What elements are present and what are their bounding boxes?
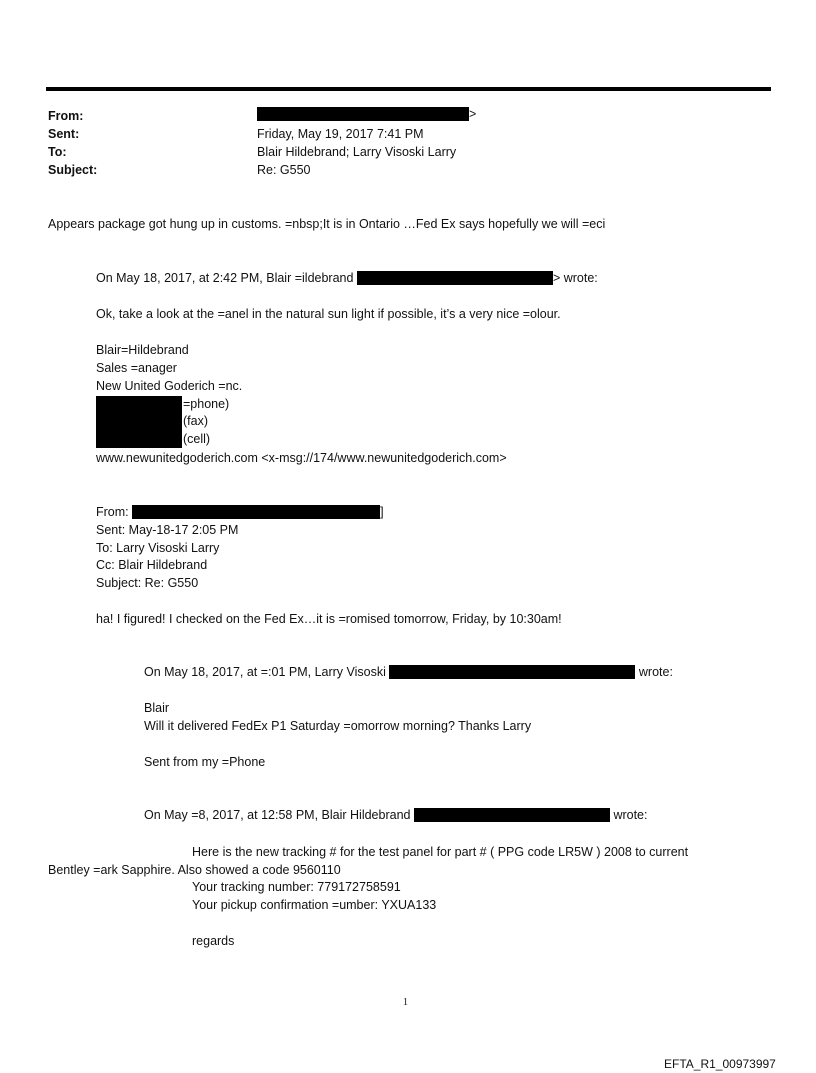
quote3-attribution xyxy=(144,808,647,822)
forwarded-to: To: Larry Visoski Larry xyxy=(96,541,220,555)
body-intro: Appears package got hung up in customs. =nbsp;It is in Ontario …Fed Ex says hopefully we will =eci xyxy=(48,217,606,231)
redaction-box xyxy=(357,271,553,285)
quote2-attribution xyxy=(144,665,673,679)
quote1-attribution xyxy=(96,271,598,285)
quote3-line1: Here is the new tracking # for the test panel for part # ( PPG code LR5W ) 2008 to current xyxy=(192,845,689,859)
redaction-box xyxy=(414,808,610,822)
signature-website: www.newunitedgoderich.com <x-msg://174/www.newunitedgoderich.com> xyxy=(96,451,507,465)
quote1-message: Ok, take a look at the =anel in the natural sun light if possible, it’s a very nice =olour. xyxy=(96,307,561,321)
signature-fax-label: (fax) xyxy=(183,414,208,428)
redaction-box xyxy=(96,396,182,448)
signature-cell-label: (cell) xyxy=(183,432,211,446)
signature-title: Sales =anager xyxy=(96,361,177,375)
to-value: Blair Hildebrand; Larry Visoski Larry xyxy=(257,145,457,159)
redaction-box xyxy=(389,665,635,679)
forwarded-from xyxy=(96,505,384,519)
to-label: To: xyxy=(48,145,67,159)
page-number: 1 xyxy=(403,997,408,1008)
tracking-number: Your tracking number: 779172758591 xyxy=(192,880,401,894)
forwarded-cc: Cc: Blair Hildebrand xyxy=(96,558,208,572)
quote2-greeting: Blair xyxy=(144,701,170,715)
header-rule xyxy=(46,87,771,91)
sent-value: Friday, May 19, 2017 7:41 PM xyxy=(257,127,424,141)
signature-company: New United Goderich =nc. xyxy=(96,379,243,393)
forwarded-subject: Subject: Re: G550 xyxy=(96,576,199,590)
forwarded-from-label: From: xyxy=(96,505,129,519)
subject-label: Subject: xyxy=(48,163,98,177)
sent-label: Sent: xyxy=(48,127,80,141)
redaction-box xyxy=(257,107,469,121)
signature-phone-label: =phone) xyxy=(183,397,230,411)
redaction-box xyxy=(132,505,380,519)
quote2-attribution-text: On May 18, 2017, at =:01 PM, Larry Visoski xyxy=(144,665,386,679)
quote1-attribution-text: On May 18, 2017, at 2:42 PM, Blair =ildebrand xyxy=(96,271,354,285)
closing: regards xyxy=(192,934,235,948)
quote2-signature: Sent from my =Phone xyxy=(144,755,266,769)
from-value xyxy=(257,107,476,121)
from-label: From: xyxy=(48,109,84,123)
from-value-tail: > xyxy=(469,107,477,121)
quote1-attribution-tail: > wrote: xyxy=(552,271,598,285)
document-id: EFTA_R1_00973997 xyxy=(664,1057,776,1071)
pickup-confirmation: Your pickup confirmation =umber: YXUA133 xyxy=(192,898,437,912)
quote2-attribution-tail: wrote: xyxy=(638,665,673,679)
forwarded-sent: Sent: May-18-17 2:05 PM xyxy=(96,523,239,537)
quote3-attribution-tail: wrote: xyxy=(613,808,648,822)
quote3-line2: Bentley =ark Sapphire. Also showed a code 9560110 xyxy=(48,863,341,877)
forwarded-message: ha! I figured! I checked on the Fed Ex…it is =romised tomorrow, Friday, by 10:30am! xyxy=(96,612,562,626)
signature-name: Blair=Hildebrand xyxy=(96,343,189,357)
quote2-message: Will it delivered FedEx P1 Saturday =omorrow morning? Thanks Larry xyxy=(144,719,532,733)
quote3-attribution-text: On May =8, 2017, at 12:58 PM, Blair Hildebrand xyxy=(144,808,411,822)
subject-value: Re: G550 xyxy=(257,163,311,177)
forwarded-from-tail: ] xyxy=(380,505,384,519)
